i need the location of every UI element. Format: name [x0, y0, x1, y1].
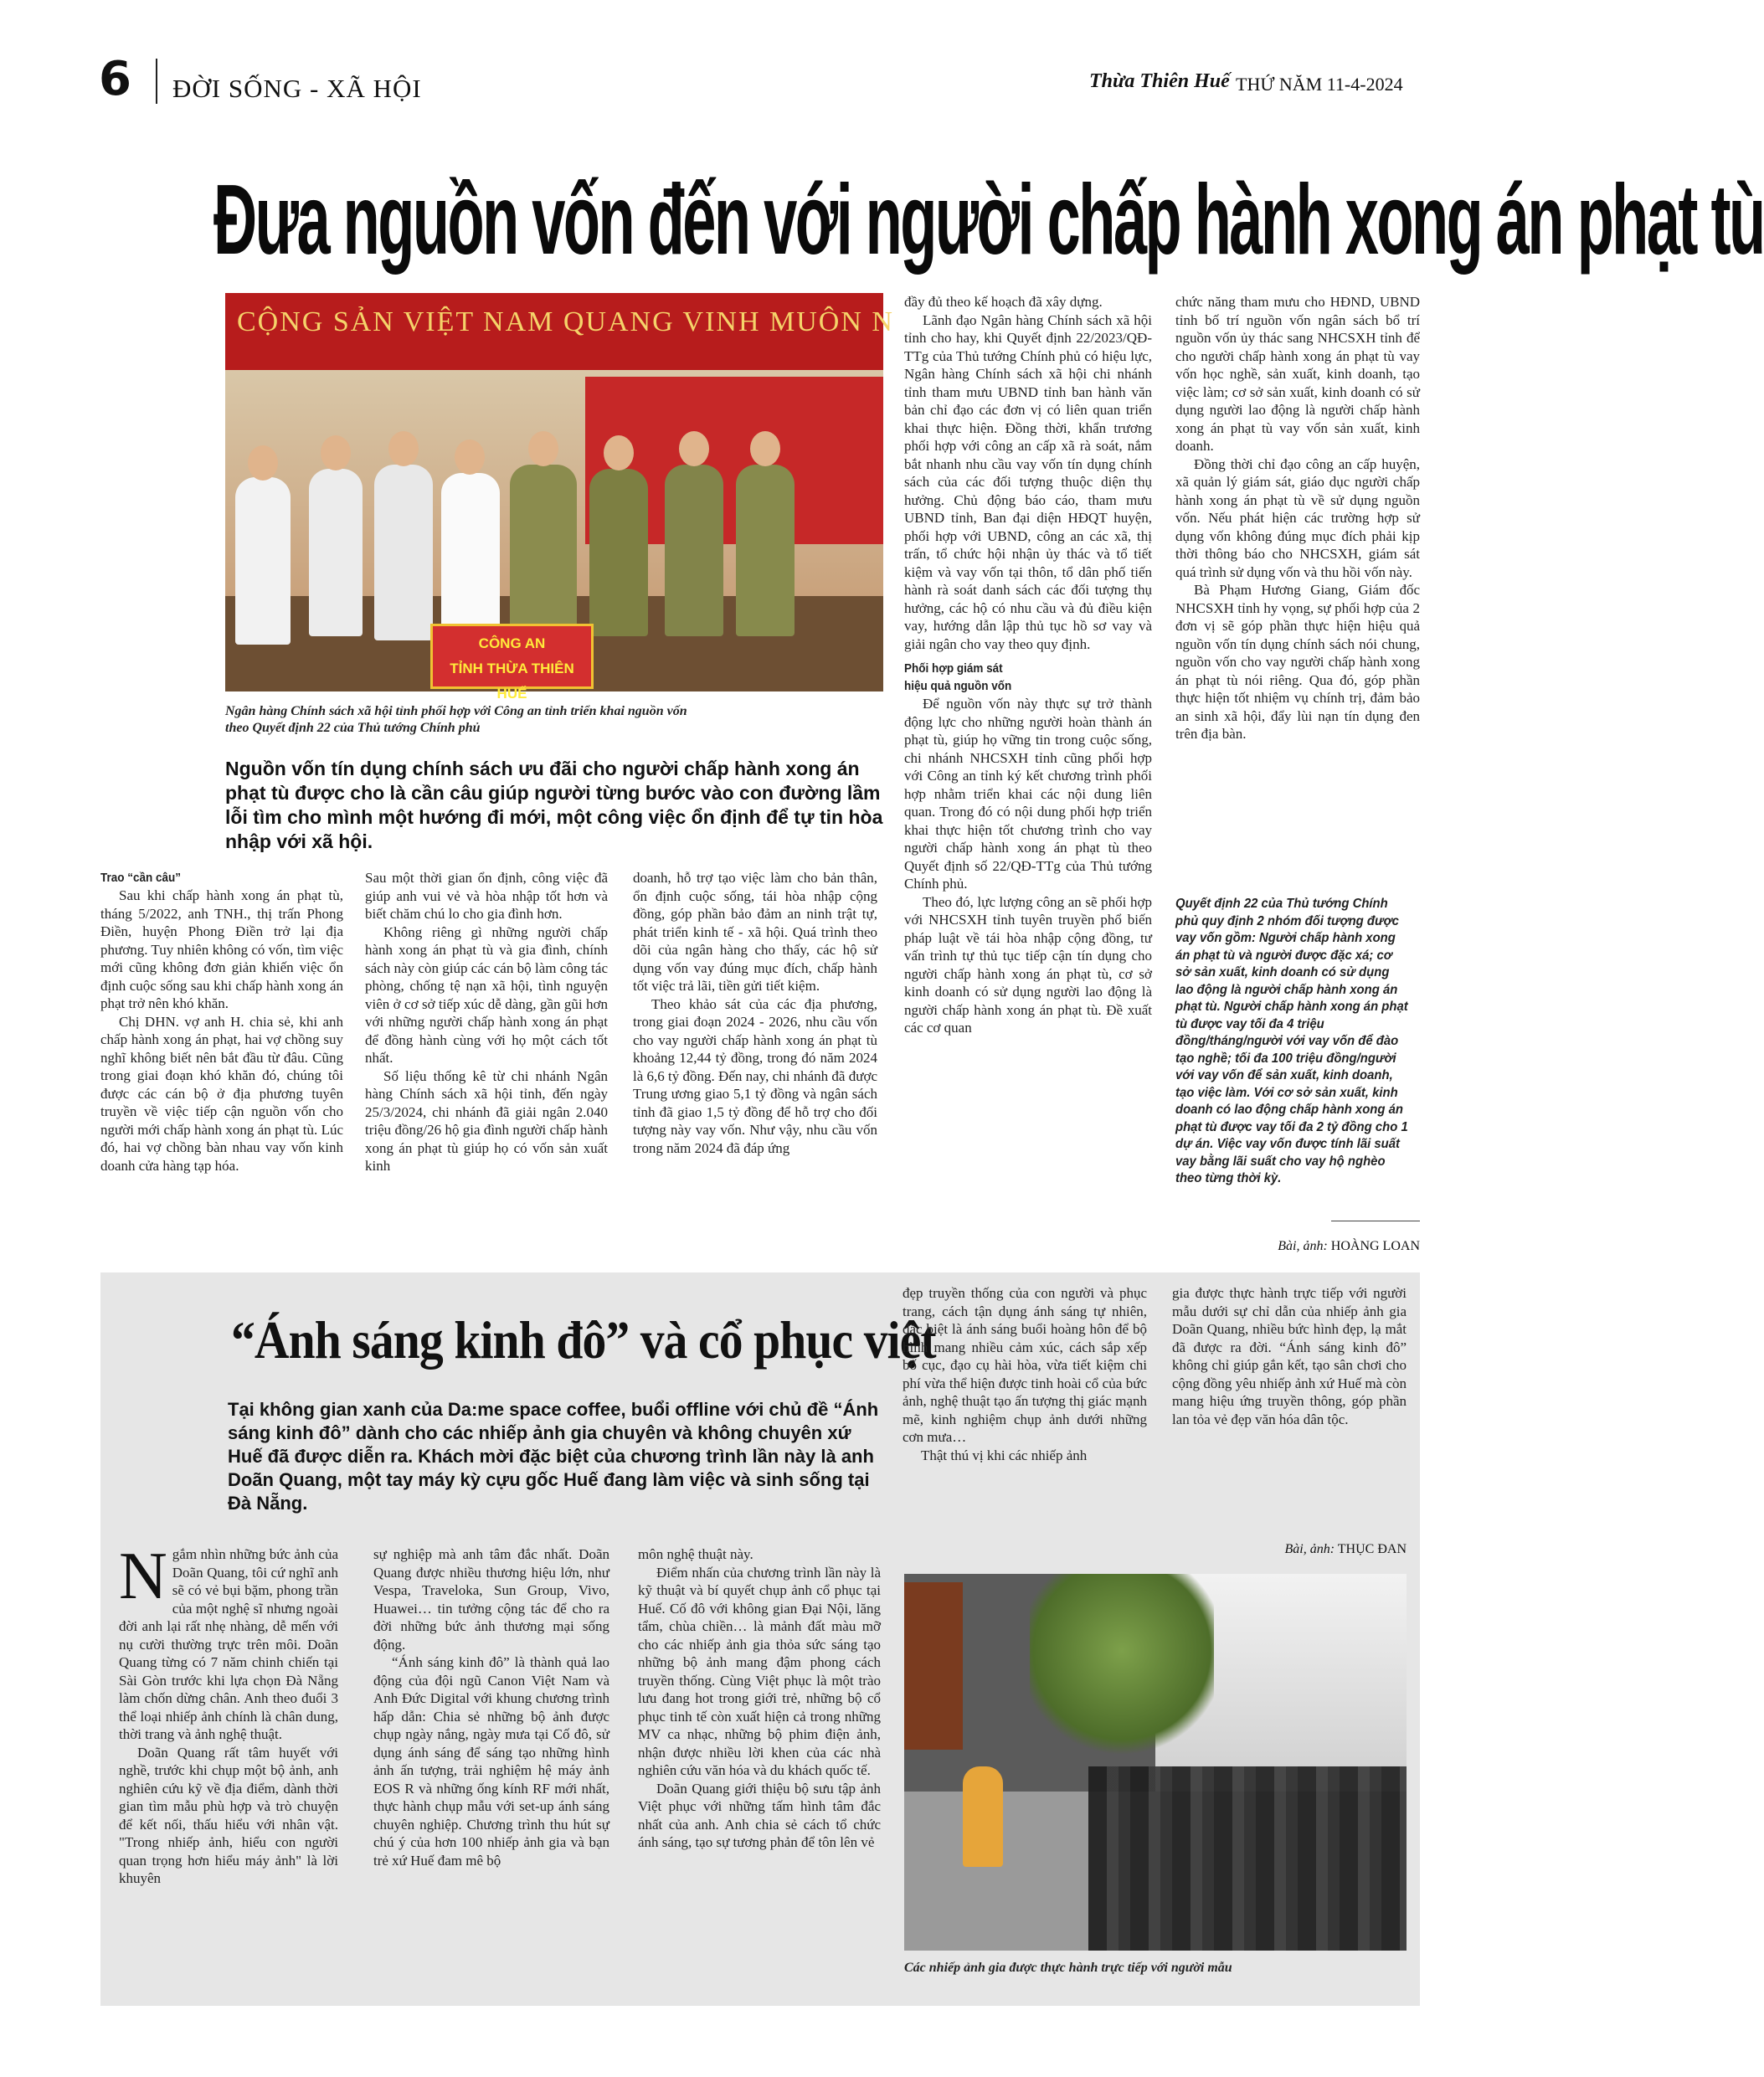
paragraph: Điểm nhấn của chương trình lần này là kỹ thuật và bí quyết chụp ảnh cổ phục tại Huế. Cố đô với không gian Đại Nội, lăng tẩm, chùa chiền… là mảnh đất màu mỡ cho các nhiếp ảnh gia thỏa sức sáng tạo những bộ ảnh mang đậm phong cách truyền thống. Cùng Việt phục là một trào lưu đang hot trong giới trẻ, những bộ cổ phục tinh tế còn xuất hiện cả trong những MV ca nhạc, những bộ phim điện ảnh, nhận được nhiều lời khen của các nhà nghiên cứu văn hóa và du khách quốc tế.: [638, 1564, 881, 1778]
person-head: [750, 431, 780, 466]
article1-column-5: [1175, 293, 1420, 743]
photo-banner: [225, 293, 894, 370]
photo-banner-text: CỘNG SẢN VIỆT NAM QUANG VINH MUÔN N: [237, 306, 894, 337]
article1-column-2: [365, 869, 608, 1175]
sign-line1: CÔNG AN: [478, 635, 546, 651]
paragraph: Bà Phạm Hương Giang, Giám đốc NHCSXH tỉnh hy vọng, sự phối hợp của 2 đơn vị sẽ góp phần thực hiện hiệu quả nguồn vốn tín dụng chính sách nói chung, nguồn vốn cho vay người chấp hành xong án phạt tù nói riêng. Qua đó, góp phần thực hiện tốt nhiệm vụ chính trị, đảm bảo an sinh xã hội, đẩy lùi nạn tín dụng đen trên địa bàn.: [1175, 582, 1420, 742]
paragraph: Thật thú vị khi các nhiếp ảnh: [921, 1447, 1088, 1463]
article1-photo-caption: [225, 703, 883, 737]
person-figure: [665, 465, 723, 636]
person-figure: [510, 465, 577, 640]
subhead: hiệu quả nguồn vốn: [904, 679, 1012, 693]
article2-column-4: [903, 1284, 1147, 1464]
paragraph: Doãn Quang rất tâm huyết với nghề, trước khi chụp một bộ ảnh, anh nghiên cứu kỹ về địa điểm, dành thời gian tìm mẫu phù hợp và trò chuyện để kết nối, thấu hiểu với nhân vật. "Trong nhiếp ảnh, hiểu con người quan trọng hơn hiểu máy ảnh" là lời khuyên: [119, 1744, 338, 1886]
article2-column-3: [638, 1545, 881, 1852]
subhead: Phối hợp giám sát: [904, 661, 1003, 676]
article1-column-4: [904, 293, 1152, 1037]
paragraph: Sau khi chấp hành xong án phạt tù, tháng 5/2022, anh TNH., thị trấn Phong Điền, huyện Phong Điền trở lại địa phương. Tuy nhiên không có vốn, tìm việc mới cũng không đơn giản khiến việc ổn định cuộc sống sau khi chấp hành xong án phạt trở nên khó khăn.: [100, 887, 343, 1011]
masthead: [99, 52, 1422, 107]
section-name: ĐỜI SỐNG - XÃ HỘI: [172, 74, 422, 103]
paragraph: sự nghiệp mà anh tâm đắc nhất. Doãn Quang được nhiều thương hiệu lớn, như Vespa, Traveloka, Sun Group, Vivo, Huawei… tin tưởng cộng tác để cho ra đời những bức ảnh thương mại sống động.: [373, 1546, 609, 1653]
paragraph: Đồng thời chỉ đạo công an cấp huyện, xã quản lý giám sát, giáo dục người chấp hành xong án phạt tù về sử dụng nguồn vốn. Nếu phát hiện các trường hợp sử dụng vốn không đúng mục đích phải kịp thời thông báo cho NHCSXH, giám sát quá trình sử dụng vốn và thu hồi vốn này.: [1175, 455, 1420, 580]
article1-column-1: [100, 869, 343, 1175]
article2-column-1: [119, 1540, 338, 1888]
byline-name: HOÀNG LOAN: [1330, 1239, 1420, 1253]
article2-photo: [904, 1574, 1407, 1951]
caption-line: theo Quyết định 22 của Thủ tướng Chính phủ: [225, 721, 481, 735]
sign-line2: TỈNH THỪA THIÊN HUẾ: [450, 661, 574, 702]
paragraph: gắm nhìn những bức ảnh của Doãn Quang, tôi cứ nghĩ anh sẽ có vẻ bụi bặm, phong trần của một nghệ sĩ nhưng ngoài đời anh lại rất nhẹ nhàng, dễ mến với nụ cười thường trực trên môi. Doãn Quang từng có 7 năm chinh chiến tại Sài Gòn trước khi lựa chọn Đà Nẵng làm chốn dừng chân. Anh theo đuổi 3 thể loại nhiếp ảnh chính là chân dung, thời trang và ảnh nghệ thuật.: [119, 1546, 338, 1742]
subhead: Trao “cần câu”: [100, 871, 182, 885]
person-figure: [589, 469, 648, 636]
paragraph: đầy đủ theo kế hoạch đã xây dựng.: [904, 294, 1103, 310]
paragraph: Doãn Quang giới thiệu bộ sưu tập ảnh Việt phục với những tấm hình tâm đắc nhất của anh. Anh chia sẻ cách tổ chức ánh sáng, tạo sự tương phản để tôn lên vẻ: [638, 1780, 881, 1850]
paragraph: “Ánh sáng kinh đô” là thành quả lao động của đội ngũ Canon Việt Nam và Anh Đức Digital với khung chương trình hấp dẫn: Chia sẻ những bộ ảnh được chụp ngày nắng, ngày mưa tại Cố đô, sử dụng ánh sáng để sáng tạo những hình ảnh ấn tượng, trải nghiệm hệ máy ảnh EOS R và những ống kính RF mới nhất, thực hành chụp mẫu với set-up ánh sáng chuyên nghiệp. Chương trình thu hút sự chú ý của hơn 100 nhiếp ảnh gia và bạn trẻ xứ Huế đam mê bộ: [373, 1654, 609, 1869]
article1-photo: [225, 293, 894, 702]
paragraph: Lãnh đạo Ngân hàng Chính sách xã hội tỉnh cho hay, khi Quyết định 22/2023/QĐ-TTg của Thủ tướng Chính phủ có hiệu lực, Ngân hàng Chính sách xã hội chi nhánh tỉnh tham mưu UBND tỉnh ban hành văn bản chỉ đạo các đơn vị có liên quan triển khai thực hiện. Đồng thời, khẩn trương phối hợp với công an cấp xã rà soát, nắm bắt nhanh nhu cầu vay vốn tín dụng chính sách của các đối tượng thuộc diện thụ hưởng. Chủ động báo cáo, tham mưu UBND tỉnh, Ban đại diện HĐQT huyện, phối hợp với UBND, công an các xã, thị trấn, tổ chức hội nhận ủy thác và tổ tiết kiệm và vay vốn tại thôn, tổ dân phố tiến hành rà soát danh sách các đối tượng thụ hưởng, các hộ có nhu cầu và đủ điều kiện vay, hướng dẫn lập thủ tục hồ sơ vay và giải ngân cho vay theo quy định.: [904, 311, 1152, 652]
person-head: [321, 435, 351, 470]
paragraph: Theo khảo sát của các địa phương, trong giai đoạn 2024 - 2026, nhu cầu vốn cho vay người chấp hành xong án phạt tù khoảng 12,44 tỷ đồng, trong đó năm 2024 là 6,6 tỷ đồng. Đến nay, chi nhánh đã được Trung ương giao 5,1 tỷ đồng và ngân sách tỉnh đã giao 1,5 tỷ đồng để hỗ trợ cho đối tượng này vay vốn. Như vậy, nhu cầu vốn trong năm 2024 đã đáp ứng: [633, 995, 877, 1156]
photo-sign-text: [433, 631, 591, 707]
paragraph: Theo đó, lực lượng công an sẽ phối hợp với NHCSXH tỉnh tuyên truyền phổ biến pháp luật về tái hòa nhập cộng đồng, tư vấn trình tự thủ tục tiếp cận tín dụng cho người chấp hành xong án phạt tù, cơ sở kinh doanh có sử dụng người lao động là người chấp hành xong án phạt tù. Đề xuất các cơ quan: [904, 893, 1152, 1036]
person-figure: [736, 465, 795, 636]
paragraph: Để nguồn vốn này thực sự trở thành động lực cho những người hoàn thành án phạt tù, giúp họ vững tin trong cuộc sống, chi nhánh NHCSXH tỉnh cũng phối hợp với Công an tỉnh ký kết chương trình phối hợp nhằm triển khai các nội dung liên quan. Trong đó có nội dung phối hợp triển khai thực hiện tốt chương trình cho vay người chấp hành xong án phạt tù theo Quyết định số 22/QĐ-TTg của Thủ tướng Chính phủ.: [904, 696, 1152, 892]
person-head: [528, 431, 558, 466]
person-figure: [374, 465, 433, 640]
paragraph: gia được thực hành trực tiếp với người mẫu dưới sự chỉ dẫn của nhiếp ảnh gia Doãn Quang, nhiều bức hình đẹp, lạ mắt đã được ra đời. “Ánh sáng kinh đô” không chỉ giúp gắn kết, tạo sân chơi cho cộng đồng yêu nhiếp ảnh xứ Huế mà còn mang hiệu ứng truyền thông, góp phần lan tỏa vẻ đẹp văn hóa dân tộc.: [1172, 1285, 1407, 1427]
byline-prefix: Bài, ảnh:: [1278, 1239, 1328, 1253]
page-number: 6: [99, 52, 131, 106]
photo-sign: [430, 624, 594, 702]
person-figure: [309, 469, 363, 636]
caption-line: Ngân hàng Chính sách xã hội tỉnh phối hợp với Công an tỉnh triển khai nguồn vốn: [225, 704, 687, 718]
byline-name: THỤC ĐAN: [1337, 1542, 1407, 1556]
paragraph: chức năng tham mưu cho HĐND, UBND tỉnh bố trí nguồn vốn ngân sách bổ trí nguồn vốn ủy thác sang NHCSXH tỉnh để cho người chấp hành xong án phạt tù vay vốn học nghề, sản xuất, kinh doanh, tạo việc làm; cơ sở sản xuất, kinh doanh có sử dụng người lao động là người chấp hành xong án phạt tù vay vốn sản xuất, kinh doanh.: [1175, 294, 1420, 454]
person-figure: [235, 477, 291, 645]
article2-column-5: [1172, 1284, 1407, 1428]
article2-column-2: [373, 1545, 609, 1869]
article1-byline: [1175, 1239, 1420, 1254]
photo-poster: [904, 1582, 963, 1750]
person-head: [248, 445, 278, 481]
paragraph: Sau một thời gian ổn định, công việc đã giúp anh vui vẻ và hòa nhập tốt hơn và biết chăm chú lo cho gia đình hơn.: [365, 870, 608, 922]
article2-headline: “Ánh sáng kinh đô” và cổ phục việt: [231, 1310, 936, 1370]
person-head: [679, 431, 709, 466]
issue-date: THỨ NĂM 11-4-2024: [1236, 74, 1403, 95]
paragraph: Số liệu thống kê từ chi nhánh Ngân hàng Chính sách xã hội tỉnh, đến ngày 25/3/2024, chi nhánh đã giải ngân 2.040 triệu đồng/26 hộ gia đình người chấp hành xong án phạt tù giúp họ có vốn sản xuất kinh: [365, 1067, 608, 1174]
newspaper-name: Thừa Thiên Huế: [1089, 70, 1230, 92]
article1-lede: Nguồn vốn tín dụng chính sách ưu đãi cho người chấp hành xong án phạt tù được cho là cần câu giúp người từng bước vào con đường lầm lỗi tìm cho mình một hướng đi mới, một công việc ổn định để tự tin hòa nhập với xã hội.: [225, 758, 883, 852]
paragraph: Chị DHN. vợ anh H. chia sẻ, khi anh chấp hành xong án phạt, hai vợ chồng suy nghĩ không biết nên bắt đầu từ đâu. Cũng trong giai đoạn khó khăn đó, chúng tôi được các cán bộ ở địa phương tuyên truyền về việc tiếp cận nguồn vốn cho người mới chấp hành xong án phạt tù. Lúc đó, hai vợ chồng bàn nhau vay vốn kinh doanh cửa hàng tạp hóa.: [100, 1013, 343, 1174]
article1-fact-box: Quyết định 22 của Thủ tướng Chính phủ quy định 2 nhóm đối tượng được vay vốn gồm: Người chấp hành xong án phạt tù và người được đặc xá; cơ sở sản xuất, kinh doanh có sử dụng lao động là người chấp hành xong án phạt tù. Người chấp hành xong án phạt tù được vay tối đa 4 triệu đồng/tháng/người với vay vốn để đào tạo nghề; tối đa 100 triệu đồng/người với vay vốn để sản xuất, kinh doanh, tạo việc làm. Với cơ sở sản xuất, kinh doanh có lao động chấp hành xong án phạt tù được vay tối đa 2 tỷ đồng cho 1 dự án. Việc vay vốn được tính lãi suất vay bằng lãi suất cho vay hộ nghèo theo từng thời kỳ.: [1175, 897, 1408, 1185]
person-head: [455, 440, 485, 475]
article2-byline: [1172, 1542, 1407, 1557]
article1-column-3: [633, 869, 877, 1157]
dropcap: N: [119, 1540, 167, 1613]
photo-crowd: [1088, 1766, 1407, 1951]
masthead-divider: [156, 59, 157, 104]
paragraph: môn nghệ thuật này.: [638, 1546, 753, 1562]
photo-tree: [1030, 1574, 1214, 1766]
article1-headline: Đưa nguồn vốn đến với người chấp hành xong án phạt tù: [213, 164, 1764, 276]
byline-prefix: Bài, ảnh:: [1284, 1542, 1335, 1556]
person-head: [604, 435, 634, 470]
article2-photo-caption: Các nhiếp ảnh gia được thực hành trực tiếp với người mẫu: [904, 1961, 1232, 1975]
paragraph: đẹp truyền thống của con người và phục trang, cách tận dụng ánh sáng tự nhiên, đặc biệt là ánh sáng buổi hoàng hôn để bộ hình mang nhiều cảm xúc, cách sắp xếp bố cục, đạo cụ hài hòa, vừa tiết kiệm chi phí vừa thể hiện được tinh hoài cổ của bức ảnh, nghệ thuật tạo ấn tượng thị giác mạnh mẽ, kinh nghiệm chụp ảnh dưới những cơn mưa…: [903, 1285, 1147, 1445]
article2-lede: Tại không gian xanh của Da:me space coffee, buổi offline với chủ đề “Ánh sáng kinh đô” dành cho các nhiếp ảnh gia chuyên và không chuyên xứ Huế đã được diễn ra. Khách mời đặc biệt của chương trình lần này là anh Doãn Quang, một tay máy kỳ cựu gốc Huế đang làm việc và sinh sống tại Đà Nẵng.: [228, 1399, 879, 1514]
paragraph: doanh, hỗ trợ tạo việc làm cho bản thân, ổn định cuộc sống, tái hòa nhập cộng đồng, góp phần bảo đảm an ninh trật tự, phát triển kinh tế - xã hội. Quá trình theo dõi của ngân hàng cho thấy, các hộ sử dụng vốn vay đúng mục đích, chấp hành tốt việc trả lãi, tiền gửi tiết kiệm.: [633, 870, 877, 994]
person-head: [388, 431, 419, 466]
photo-model: [963, 1766, 1003, 1867]
person-figure: [441, 473, 500, 632]
paragraph: Không riêng gì những người chấp hành xong án phạt tù và gia đình, chính sách này còn giúp các cán bộ làm công tác phòng, chống tệ nạn xã hội, tình nguyện viên ở cơ sở tiếp xúc dễ dàng, gần gũi hơn với những người chấp hành xong án phạt để đồng hành cùng với họ một cách tốt nhất.: [365, 923, 608, 1066]
